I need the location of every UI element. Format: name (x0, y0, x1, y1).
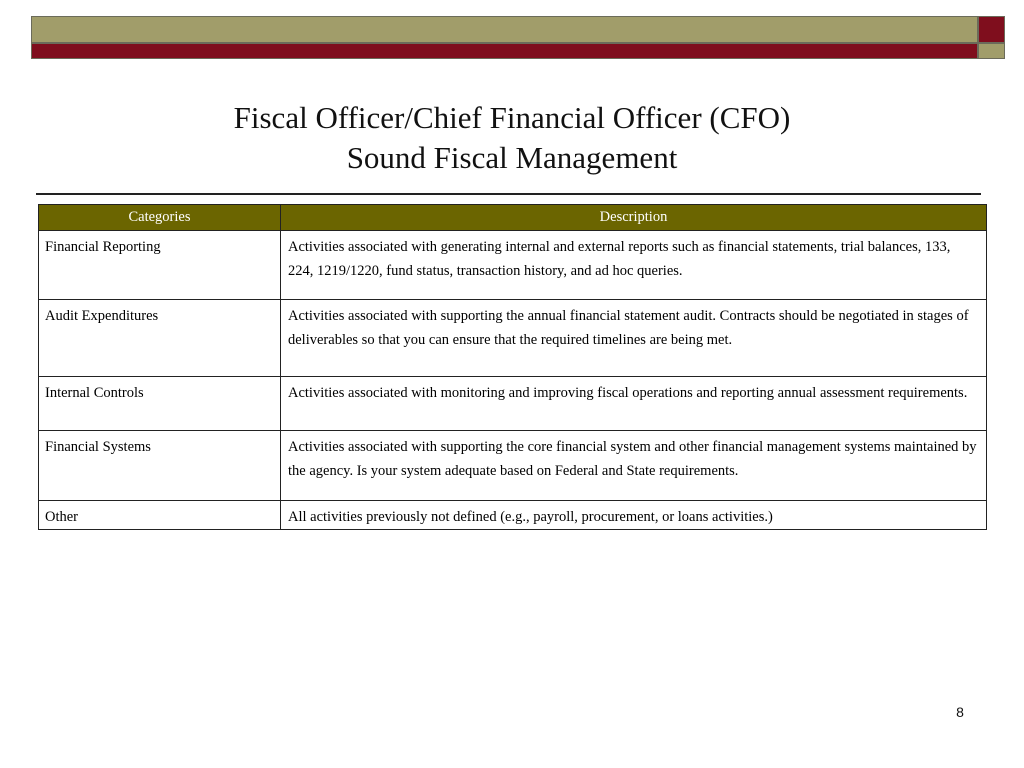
table-header-row (39, 205, 987, 231)
description-cell: Activities associated with generating internal and external reports such as financial statements, trial balances, 133, 224, 1219/1220, fund status, transaction history, and ad hoc queries. (281, 231, 987, 300)
page-number: 8 (956, 704, 964, 720)
categories-table (38, 204, 987, 530)
category-cell: Other (39, 501, 281, 530)
header-categories: Categories (39, 205, 281, 231)
title-line-1: Fiscal Officer/Chief Financial Officer (CFO) (233, 100, 791, 135)
category-cell: Audit Expenditures (39, 300, 281, 377)
slide-title (0, 98, 1024, 178)
table-row (39, 300, 987, 377)
category-cell: Internal Controls (39, 377, 281, 431)
table-row (39, 501, 987, 530)
slide-header-bars (31, 16, 1005, 59)
header-square-red (978, 16, 1005, 43)
header-description: Description (281, 205, 987, 231)
description-cell: All activities previously not defined (e.g., payroll, procurement, or loans activities.) (281, 501, 987, 530)
description-cell: Activities associated with supporting the annual financial statement audit. Contracts should be negotiated in stages of deliverables so that you can ensure that the required timelines are being met. (281, 300, 987, 377)
title-divider (36, 193, 981, 195)
category-cell: Financial Systems (39, 431, 281, 501)
table-row (39, 231, 987, 300)
header-bar-red (31, 43, 978, 59)
header-bar-olive (31, 16, 978, 43)
table-row (39, 377, 987, 431)
description-cell: Activities associated with supporting the core financial system and other financial management systems maintained by the agency. Is your system adequate based on Federal and State requirements. (281, 431, 987, 501)
description-cell: Activities associated with monitoring and improving fiscal operations and reporting annual assessment requirements. (281, 377, 987, 431)
table-row (39, 431, 987, 501)
title-line-2: Sound Fiscal Management (346, 140, 678, 175)
header-square-olive (978, 43, 1005, 59)
category-cell: Financial Reporting (39, 231, 281, 300)
